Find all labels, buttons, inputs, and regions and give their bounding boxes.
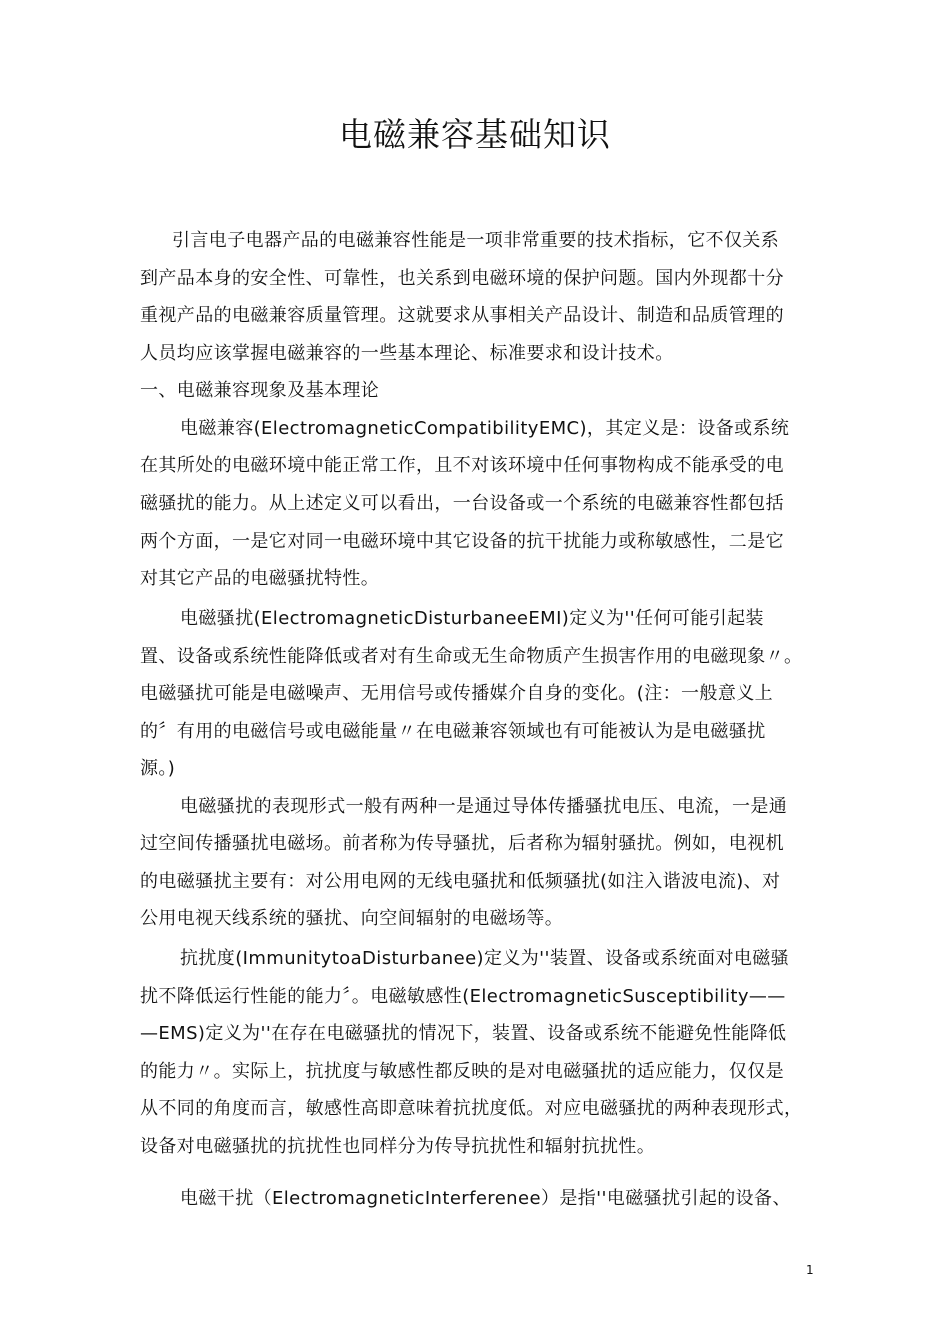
intro-line-1: 引言电子电器产品的电磁兼容性能是一项非常重要的技术指标，它不仅关系 bbox=[172, 230, 780, 251]
emc-para-line-5: 对其它产品的电磁骚扰特性。 bbox=[140, 568, 380, 589]
emc-para-line-2: 在其所处的电磁环境中能正常工作，且不对该环境中任何事物构成不能承受的电 bbox=[140, 455, 784, 476]
emi-para-line-5: 源。) bbox=[140, 758, 176, 779]
emi-para-line-4: 的〞有用的电磁信号或电磁能量〃在电磁兼容领域也有可能被认为是电磁骚扰 bbox=[140, 721, 766, 742]
interference-para-line-1: 电磁干扰（ElectromagneticInterferenee）是指''电磁骚扰引起的设备、 bbox=[180, 1188, 791, 1209]
forms-para-line-3: 的电磁骚扰主要有：对公用电网的无线电骚扰和低频骚扰(如注入谐波电流)、对 bbox=[140, 871, 781, 892]
immunity-para-line-4: 的能力〃。实际上，抗扰度与敏感性都反映的是对电磁骚扰的适应能力，仅仅是 bbox=[140, 1061, 784, 1082]
immunity-para-line-1: 抗扰度(ImmunitytoaDisturbanee)定义为''装置、设备或系统面对电磁骚 bbox=[180, 948, 790, 969]
document-title: 电磁兼容基础知识 bbox=[339, 115, 611, 154]
forms-para-line-2: 过空间传播骚扰电磁场。前者称为传导骚扰，后者称为辐射骚扰。例如，电视机 bbox=[140, 833, 784, 854]
emi-para-line-3: 电磁骚扰可能是电磁噪声、无用信号或传播媒介自身的变化。(注：一般意义上 bbox=[140, 683, 774, 704]
intro-line-2: 到产品本身的安全性、可靠性，也关系到电磁环境的保护问题。国内外现都十分 bbox=[140, 268, 784, 289]
emc-para-line-3: 磁骚扰的能力。从上述定义可以看出，一台设备或一个系统的电磁兼容性都包括 bbox=[140, 493, 784, 514]
forms-para-line-1: 电磁骚扰的表现形式一般有两种一是通过导体传播骚扰电压、电流，一是通 bbox=[180, 796, 788, 817]
section-heading: 一、电磁兼容现象及基本理论 bbox=[140, 380, 380, 401]
intro-line-3: 重视产品的电磁兼容质量管理。这就要求从事相关产品设计、制造和品质管理的 bbox=[140, 305, 784, 326]
emc-para-line-4: 两个方面，一是它对同一电磁环境中其它设备的抗干扰能力或称敏感性，二是它 bbox=[140, 531, 784, 552]
immunity-para-line-6: 设备对电磁骚扰的抗扰性也同样分为传导抗扰性和辐射抗扰性。 bbox=[140, 1136, 656, 1157]
emi-para-line-1: 电磁骚扰(ElectromagneticDisturbaneeEMI)定义为''任何可能引起装 bbox=[180, 608, 764, 629]
immunity-para-line-3: —EMS)定义为''在存在电磁骚扰的情况下，装置、设备或系统不能避免性能降低 bbox=[140, 1023, 787, 1044]
emi-para-line-2: 置、设备或系统性能降低或者对有生命或无生命物质产生损害作用的电磁现象〃。 bbox=[140, 646, 803, 667]
immunity-para-line-5: 从不同的角度而言，敏感性高即意味着抗扰度低。对应电磁骚扰的两种表现形式， bbox=[140, 1098, 803, 1119]
intro-line-4: 人员均应该掌握电磁兼容的一些基本理论、标准要求和设计技术。 bbox=[140, 343, 674, 364]
page-number: 1 bbox=[806, 1263, 814, 1277]
forms-para-line-4: 公用电视天线系统的骚扰、向空间辐射的电磁场等。 bbox=[140, 908, 564, 929]
immunity-para-line-2: 扰不降低运行性能的能力〞。电磁敏感性(ElectromagneticSusceptibility—— bbox=[140, 986, 786, 1007]
emc-para-line-1: 电磁兼容(ElectromagneticCompatibilityEMC)，其定义是：设备或系统 bbox=[180, 418, 790, 439]
